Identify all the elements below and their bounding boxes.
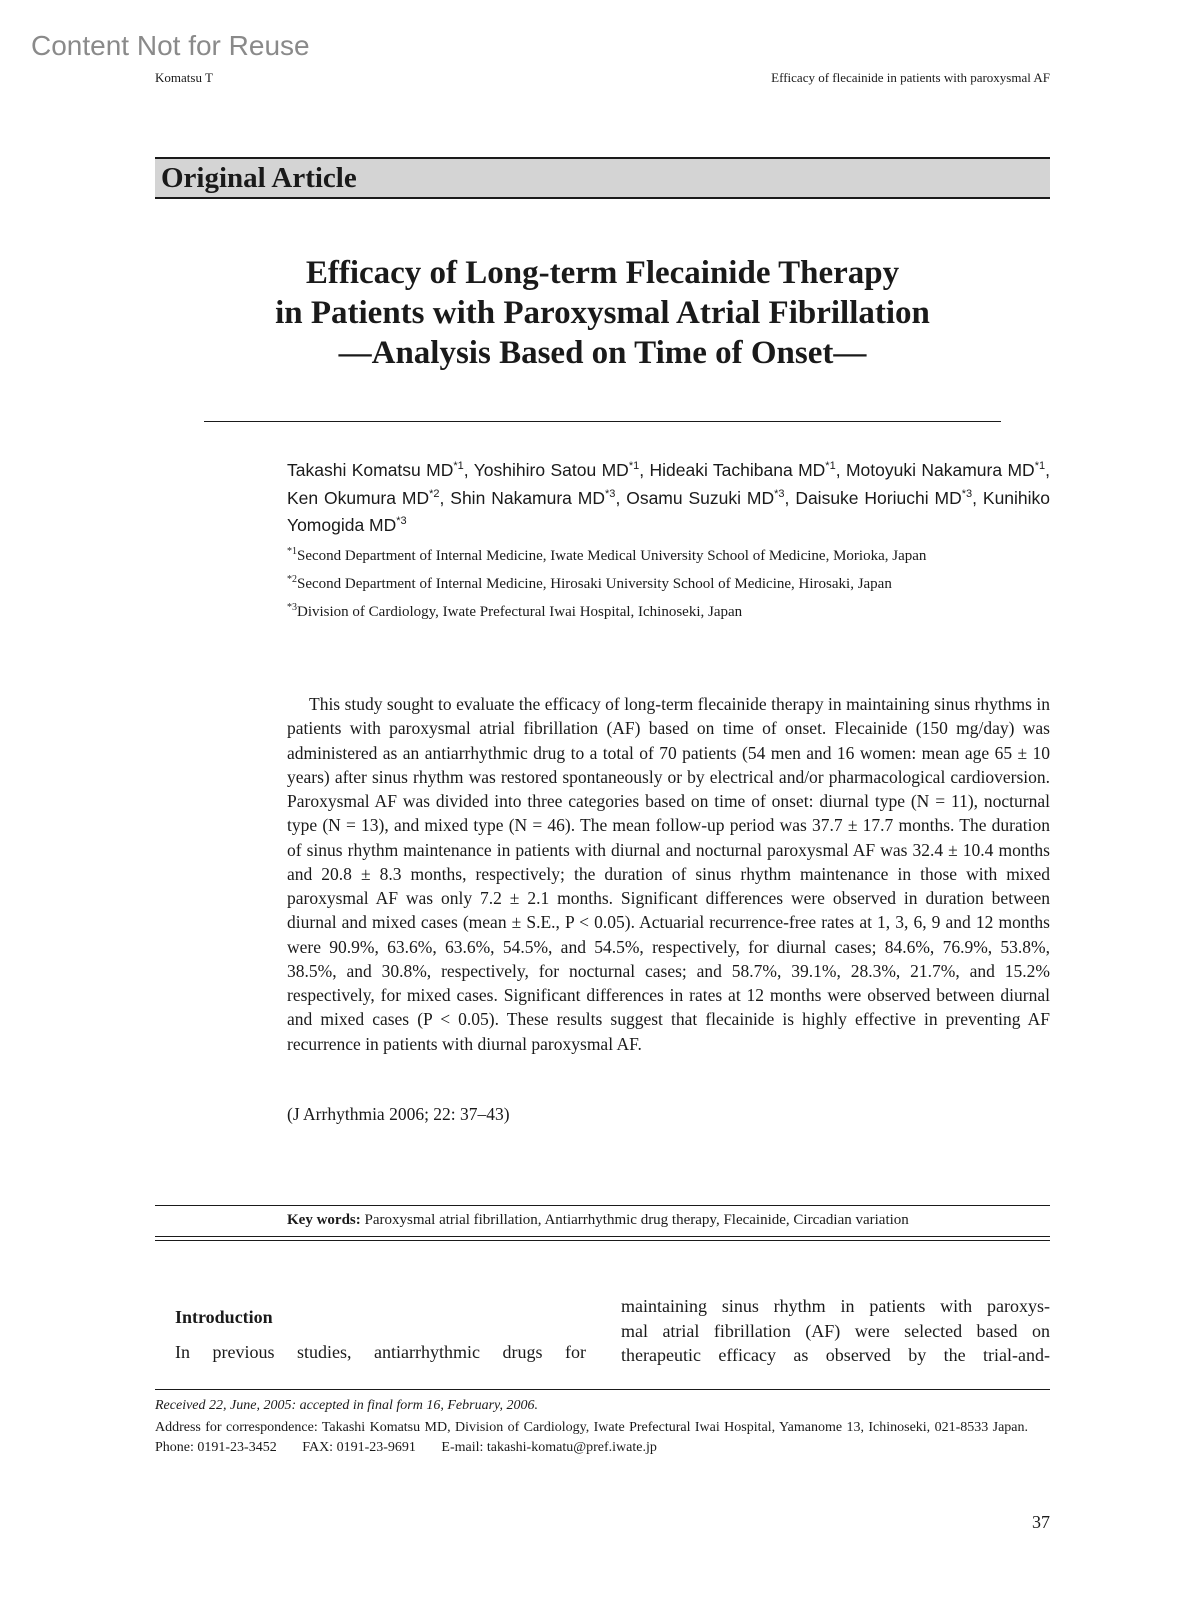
author: Ken Okumura MD$^{*2}$, — [287, 487, 451, 508]
affiliation-list — [287, 540, 1050, 624]
body-line: mal atrial fibrillation (AF) were selected based on — [621, 1320, 1050, 1341]
author-list — [287, 454, 1050, 537]
introduction-heading: Introduction — [175, 1307, 273, 1327]
phone: Phone: 0191-23-3452 — [155, 1440, 277, 1455]
keywords-label: Key words: — [287, 1212, 361, 1228]
affiliation: $^{*3}$Division of Cardiology, Iwate Prefectural Iwai Hospital, Ichinoseki, Japan — [287, 602, 743, 620]
title-divider — [204, 421, 1001, 422]
introduction-left-column: In previous studies, antiarrhythmic drugs for — [175, 1342, 586, 1362]
page-number: 37 — [1032, 1512, 1050, 1532]
title-line-3: —Analysis Based on Time of Onset— — [338, 335, 867, 371]
keywords-top-rule — [155, 1205, 1050, 1206]
keywords — [287, 1212, 909, 1229]
keywords-bottom-rule-double — [155, 1240, 1050, 1241]
received-date: Received 22, June, 2005: accepted in final form 16, February, 2006. — [155, 1398, 538, 1413]
title-line-1: Efficacy of Long-term Flecainide Therapy — [305, 255, 900, 291]
title-line-2: in Patients with Paroxysmal Atrial Fibrillation — [275, 295, 930, 331]
watermark-text: Content Not for Reuse — [31, 30, 310, 61]
author: Takashi Komatsu MD$^{*1}$, — [287, 459, 474, 480]
correspondence-address — [155, 1418, 1050, 1458]
introduction-right-column — [621, 1294, 1050, 1368]
author: Kunihiko Yomogida MD$^{*3}$ — [287, 487, 1051, 536]
body-line: therapeutic efficacy as observed by the trial-and- — [621, 1345, 1050, 1365]
address-text: Address for correspondence: Takashi Komatsu MD, Division of Cardiology, Iwate Prefectural Iwai Hospital, Yamanome 13, Ichinoseki, 021-8533 Japan. — [155, 1420, 1028, 1435]
keywords-text: Paroxysmal atrial fibrillation, Antiarrhythmic drug therapy, Flecainide, Circadian variation — [364, 1212, 909, 1228]
fax: FAX: 0191-23-9691 — [302, 1440, 416, 1455]
running-head-title: Efficacy of flecainide in patients with paroxysmal AF — [771, 70, 1050, 85]
running-head-author: Komatsu T — [155, 70, 213, 85]
author: Yoshihiro Satou MD$^{*1}$, — [473, 459, 650, 480]
affiliation: $^{*2}$Second Department of Internal Medicine, Hirosaki University School of Medicine, Hirosaki, Japan — [287, 574, 892, 592]
abstract-text: This study sought to evaluate the efficacy of long-term flecainide therapy in maintaining sinus rhythms in patients with paroxysmal atrial fibrillation (AF) based on time of onset. Flecainide (150 mg/day) was administered as an antiarrhythmic drug to a total of 70 patients (54 men and 16 women: mean age 65 ± 10 years) after sinus rhythm was restored spontaneously or by electrical and/or pharmacological cardioversion. Paroxysmal AF was divided into three categories based on time of onset: diurnal type (N = 11), nocturnal type (N = 13), and mixed type (N = 46). The mean follow-up period was 37.7 ± 17.7 months. The duration of sinus rhythm maintenance in patients with diurnal and nocturnal paroxysmal AF was 32.4 ± 10.4 months and 20.8 ± 8.3 months, respectively; the duration of sinus rhythm maintenance in those with mixed paroxysmal AF was only 7.2 ± 2.1 months. Significant differences were observed in duration between diurnal and mixed cases (mean ± S.E., P < 0.05). Actuarial recurrence-free rates at 1, 3, 6, 9 and 12 months were 90.9%, 63.6%, 63.6%, 54.5%, and 54.5%, respectively, for diurnal cases; 84.6%, 76.9%, 53.8%, 38.5%, and 30.8%, respectively, for nocturnal cases; and 58.7%, 39.1%, 28.3%, 21.7%, and 15.2% respectively, for mixed cases. Significant differences in rates at 12 months were observed between diurnal and mixed cases (P < 0.05). These results suggest that flecainide is highly effective in preventing AF recurrence in patients with diurnal paroxysmal AF. — [287, 694, 1050, 1054]
email: E-mail: takashi-komatu@pref.iwate.jp — [441, 1440, 657, 1455]
footnote-divider — [155, 1389, 1050, 1390]
section-label: Original Article — [161, 162, 357, 194]
author: Osamu Suzuki MD$^{*3}$, — [626, 487, 796, 508]
body-line: maintaining sinus rhythm in patients with paroxys- — [621, 1296, 1050, 1316]
article-title — [155, 253, 1050, 373]
journal-citation: (J Arrhythmia 2006; 22: 37–43) — [287, 1104, 510, 1124]
keywords-bottom-rule — [155, 1236, 1050, 1237]
affiliation: $^{*1}$Second Department of Internal Medicine, Iwate Medical University School of Medicine, Morioka, Japan — [287, 546, 927, 564]
section-label-bar — [155, 157, 1050, 199]
author: Daisuke Horiuchi MD$^{*3}$, — [795, 487, 983, 508]
author: Motoyuki Nakamura MD$^{*1}$, — [845, 459, 1050, 480]
author: Shin Nakamura MD$^{*3}$, — [450, 487, 627, 508]
author: Hideaki Tachibana MD$^{*1}$, — [649, 459, 846, 480]
